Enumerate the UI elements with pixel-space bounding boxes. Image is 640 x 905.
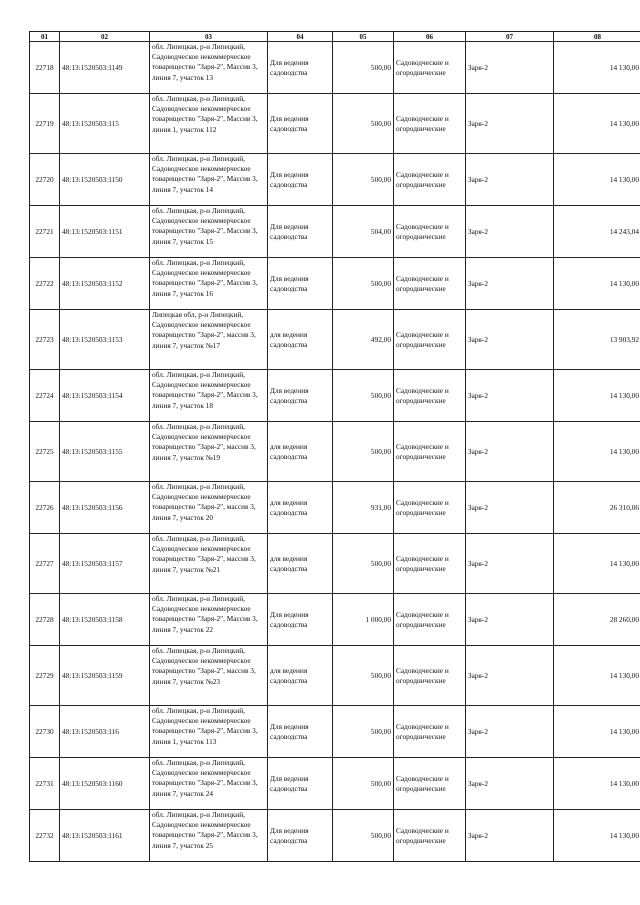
area-value: 500,00 bbox=[333, 758, 394, 810]
land-category: Садоводческие и огороднические bbox=[394, 206, 466, 258]
registry-sheet bbox=[29, 31, 640, 862]
subcategory: Заря-2 bbox=[466, 422, 554, 482]
area-value: 500,00 bbox=[333, 810, 394, 862]
address: обл. Липецкая, р-н Липецкий, Садоводческое некоммерческое товарищество "Заря-2", массив 3, линия 7, участок №19 bbox=[150, 422, 268, 482]
address: обл. Липецкая, р-н Липецкий, Садоводческое некоммерческое товарищество "Заря-2", Массив 3, линия 7, участок 16 bbox=[150, 258, 268, 310]
cadastral-number: 48:13:1520503:1151 bbox=[60, 206, 150, 258]
land-category: Садоводческие и огороднические bbox=[394, 154, 466, 206]
cadastral-number: 48:13:1520503:115 bbox=[60, 94, 150, 154]
cadastral-value: 14 130,00 bbox=[554, 534, 640, 594]
subcategory: Заря-2 bbox=[466, 154, 554, 206]
cadastral-number: 48:13:1520503:1154 bbox=[60, 370, 150, 422]
row-number: 22722 bbox=[30, 258, 60, 310]
land-category: Садоводческие и огороднические bbox=[394, 94, 466, 154]
subcategory: Заря-2 bbox=[466, 594, 554, 646]
land-category: Садоводческие и огороднические bbox=[394, 370, 466, 422]
cadastral-number: 48:13:1520503:116 bbox=[60, 706, 150, 758]
cadastral-number: 48:13:1520503:1159 bbox=[60, 646, 150, 706]
column-header: 08 bbox=[554, 32, 640, 42]
address: Липецкая обл, р-н Липецкий, Садоводческое некоммерческое товарищество "Заря-2", массив 3, линия 7, участок №17 bbox=[150, 310, 268, 370]
permitted-use: Для ведения садоводства bbox=[268, 810, 333, 862]
header-row bbox=[30, 32, 640, 42]
table-row bbox=[30, 534, 640, 594]
table-row bbox=[30, 370, 640, 422]
cadastral-value: 14 130,00 bbox=[554, 706, 640, 758]
land-category: Садоводческие и огороднические bbox=[394, 646, 466, 706]
permitted-use: для ведения садоводства bbox=[268, 422, 333, 482]
area-value: 500,00 bbox=[333, 646, 394, 706]
area-value: 1 000,00 bbox=[333, 594, 394, 646]
subcategory: Заря-2 bbox=[466, 42, 554, 94]
address: обл. Липецкая, р-н Липецкий, Садоводческое некоммерческое товарищество "Заря-2", Массив 3, линия 1, участок 112 bbox=[150, 94, 268, 154]
row-number: 22726 bbox=[30, 482, 60, 534]
subcategory: Заря-2 bbox=[466, 706, 554, 758]
subcategory: Заря-2 bbox=[466, 206, 554, 258]
column-header: 03 bbox=[150, 32, 268, 42]
address: обл. Липецкая, р-н Липецкий, Садоводческое некоммерческое товарищество "Заря-2", Массив 3, линия 7, участок 18 bbox=[150, 370, 268, 422]
permitted-use: Для ведения садоводства bbox=[268, 154, 333, 206]
address: обл. Липецкая, р-н Липецкий, Садоводческое некоммерческое товарищество "Заря-2", Массив 3, линия 7, участок 13 bbox=[150, 42, 268, 94]
permitted-use: Для ведения садоводства bbox=[268, 94, 333, 154]
row-number: 22724 bbox=[30, 370, 60, 422]
area-value: 504,00 bbox=[333, 206, 394, 258]
cadastral-number: 48:13:1520503:1150 bbox=[60, 154, 150, 206]
cadastral-number: 48:13:1520503:1157 bbox=[60, 534, 150, 594]
land-category: Садоводческие и огороднические bbox=[394, 42, 466, 94]
row-number: 22719 bbox=[30, 94, 60, 154]
cadastral-value: 14 243,04 bbox=[554, 206, 640, 258]
subcategory: Заря-2 bbox=[466, 310, 554, 370]
land-category: Садоводческие и огороднические bbox=[394, 422, 466, 482]
cadastral-value: 14 130,00 bbox=[554, 94, 640, 154]
cadastral-value: 14 130,00 bbox=[554, 258, 640, 310]
address: обл. Липецкая, р-н Липецкий, Садоводческое некоммерческое товарищество "Заря-2", Массив 3, линия 7, участок 22 bbox=[150, 594, 268, 646]
table-row bbox=[30, 758, 640, 810]
column-header: 01 bbox=[30, 32, 60, 42]
land-category: Садоводческие и огороднические bbox=[394, 758, 466, 810]
area-value: 500,00 bbox=[333, 706, 394, 758]
column-header: 05 bbox=[333, 32, 394, 42]
area-value: 492,00 bbox=[333, 310, 394, 370]
table-row bbox=[30, 422, 640, 482]
land-category: Садоводческие и огороднические bbox=[394, 534, 466, 594]
column-header: 07 bbox=[466, 32, 554, 42]
row-number: 22723 bbox=[30, 310, 60, 370]
land-category: Садоводческие и огороднические bbox=[394, 482, 466, 534]
area-value: 500,00 bbox=[333, 42, 394, 94]
table-row bbox=[30, 154, 640, 206]
table-row bbox=[30, 646, 640, 706]
row-number: 22720 bbox=[30, 154, 60, 206]
address: обл. Липецкая, р-н Липецкий, Садоводческое некоммерческое товарищество "Заря-2", Массив 3, линия 1, участок 113 bbox=[150, 706, 268, 758]
area-value: 500,00 bbox=[333, 154, 394, 206]
subcategory: Заря-2 bbox=[466, 810, 554, 862]
row-number: 22729 bbox=[30, 646, 60, 706]
subcategory: Заря-2 bbox=[466, 94, 554, 154]
table-row bbox=[30, 310, 640, 370]
land-category: Садоводческие и огороднические bbox=[394, 258, 466, 310]
row-number: 22725 bbox=[30, 422, 60, 482]
cadastral-value: 14 130,00 bbox=[554, 42, 640, 94]
column-header: 04 bbox=[268, 32, 333, 42]
cadastral-value: 14 130,00 bbox=[554, 370, 640, 422]
land-category: Садоводческие и огороднические bbox=[394, 310, 466, 370]
subcategory: Заря-2 bbox=[466, 758, 554, 810]
column-header: 06 bbox=[394, 32, 466, 42]
cadastral-value: 14 130,00 bbox=[554, 154, 640, 206]
table-row bbox=[30, 594, 640, 646]
area-value: 500,00 bbox=[333, 534, 394, 594]
cadastral-number: 48:13:1520503:1161 bbox=[60, 810, 150, 862]
cadastral-value: 14 130,00 bbox=[554, 810, 640, 862]
address: обл. Липецкая, р-н Липецкий, Садоводческое некоммерческое товарищество "Заря-2", массив 3, линия 7, участок 20 bbox=[150, 482, 268, 534]
land-category: Садоводческие и огороднические bbox=[394, 810, 466, 862]
permitted-use: Для ведения садоводства bbox=[268, 206, 333, 258]
area-value: 500,00 bbox=[333, 370, 394, 422]
subcategory: Заря-2 bbox=[466, 482, 554, 534]
address: обл. Липецкая, р-н Липецкий, Садоводческое некоммерческое товарищество "Заря-2", Массив 3, линия 7, участок 14 bbox=[150, 154, 268, 206]
permitted-use: для ведения садоводства bbox=[268, 646, 333, 706]
permitted-use: Для ведения садоводства bbox=[268, 706, 333, 758]
permitted-use: Для ведения садоводства bbox=[268, 594, 333, 646]
cadastral-value: 28 260,00 bbox=[554, 594, 640, 646]
subcategory: Заря-2 bbox=[466, 370, 554, 422]
table-row bbox=[30, 94, 640, 154]
subcategory: Заря-2 bbox=[466, 646, 554, 706]
cadastral-number: 48:13:1520503:1158 bbox=[60, 594, 150, 646]
row-number: 22721 bbox=[30, 206, 60, 258]
address: обл. Липецкая, р-н Липецкий, Садоводческое некоммерческое товарищество "Заря-2", массив 3, линия 7, участок №21 bbox=[150, 534, 268, 594]
row-number: 22732 bbox=[30, 810, 60, 862]
cadastral-number: 48:13:1520503:1155 bbox=[60, 422, 150, 482]
column-header: 02 bbox=[60, 32, 150, 42]
permitted-use: для ведения садоводства bbox=[268, 482, 333, 534]
cadastral-number: 48:13:1520503:1156 bbox=[60, 482, 150, 534]
cadastral-number: 48:13:1520503:1149 bbox=[60, 42, 150, 94]
permitted-use: для ведения садоводства bbox=[268, 534, 333, 594]
cadastral-number: 48:13:1520503:1152 bbox=[60, 258, 150, 310]
cadastral-value: 14 130,00 bbox=[554, 646, 640, 706]
row-number: 22728 bbox=[30, 594, 60, 646]
table-row bbox=[30, 482, 640, 534]
table-row bbox=[30, 706, 640, 758]
address: обл. Липецкая, р-н Липецкий, Садоводческое некоммерческое товарищество "Заря-2", массив 3, линия 7, участок №23 bbox=[150, 646, 268, 706]
permitted-use: Для ведения садоводства bbox=[268, 758, 333, 810]
row-number: 22730 bbox=[30, 706, 60, 758]
address: обл. Липецкая, р-н Липецкий, Садоводческое некоммерческое товарищество "Заря-2", Массив 3, линия 7, участок 25 bbox=[150, 810, 268, 862]
land-registry-table bbox=[29, 31, 640, 862]
address: обл. Липецкая, р-н Липецкий, Садоводческое некоммерческое товарищество "Заря-2", Массив 3, линия 7, участок 24 bbox=[150, 758, 268, 810]
row-number: 22718 bbox=[30, 42, 60, 94]
address: обл. Липецкая, р-н Липецкий, Садоводческое некоммерческое товарищество "Заря-2", Массив 3, линия 7, участок 15 bbox=[150, 206, 268, 258]
subcategory: Заря-2 bbox=[466, 534, 554, 594]
permitted-use: Для ведения садоводства bbox=[268, 370, 333, 422]
row-number: 22731 bbox=[30, 758, 60, 810]
permitted-use: Для ведения садоводства bbox=[268, 42, 333, 94]
cadastral-value: 14 130,00 bbox=[554, 758, 640, 810]
land-category: Садоводческие и огороднические bbox=[394, 706, 466, 758]
area-value: 931,00 bbox=[333, 482, 394, 534]
area-value: 500,00 bbox=[333, 94, 394, 154]
cadastral-number: 48:13:1520503:1153 bbox=[60, 310, 150, 370]
permitted-use: Для ведения садоводства bbox=[268, 258, 333, 310]
permitted-use: для ведения садоводства bbox=[268, 310, 333, 370]
cadastral-value: 26 310,06 bbox=[554, 482, 640, 534]
table-row bbox=[30, 258, 640, 310]
table-row bbox=[30, 810, 640, 862]
land-category: Садоводческие и огороднические bbox=[394, 594, 466, 646]
row-number: 22727 bbox=[30, 534, 60, 594]
cadastral-value: 13 903,92 bbox=[554, 310, 640, 370]
subcategory: Заря-2 bbox=[466, 258, 554, 310]
table-row bbox=[30, 206, 640, 258]
cadastral-value: 14 130,00 bbox=[554, 422, 640, 482]
table-row bbox=[30, 42, 640, 94]
cadastral-number: 48:13:1520503:1160 bbox=[60, 758, 150, 810]
area-value: 500,00 bbox=[333, 422, 394, 482]
area-value: 500,00 bbox=[333, 258, 394, 310]
